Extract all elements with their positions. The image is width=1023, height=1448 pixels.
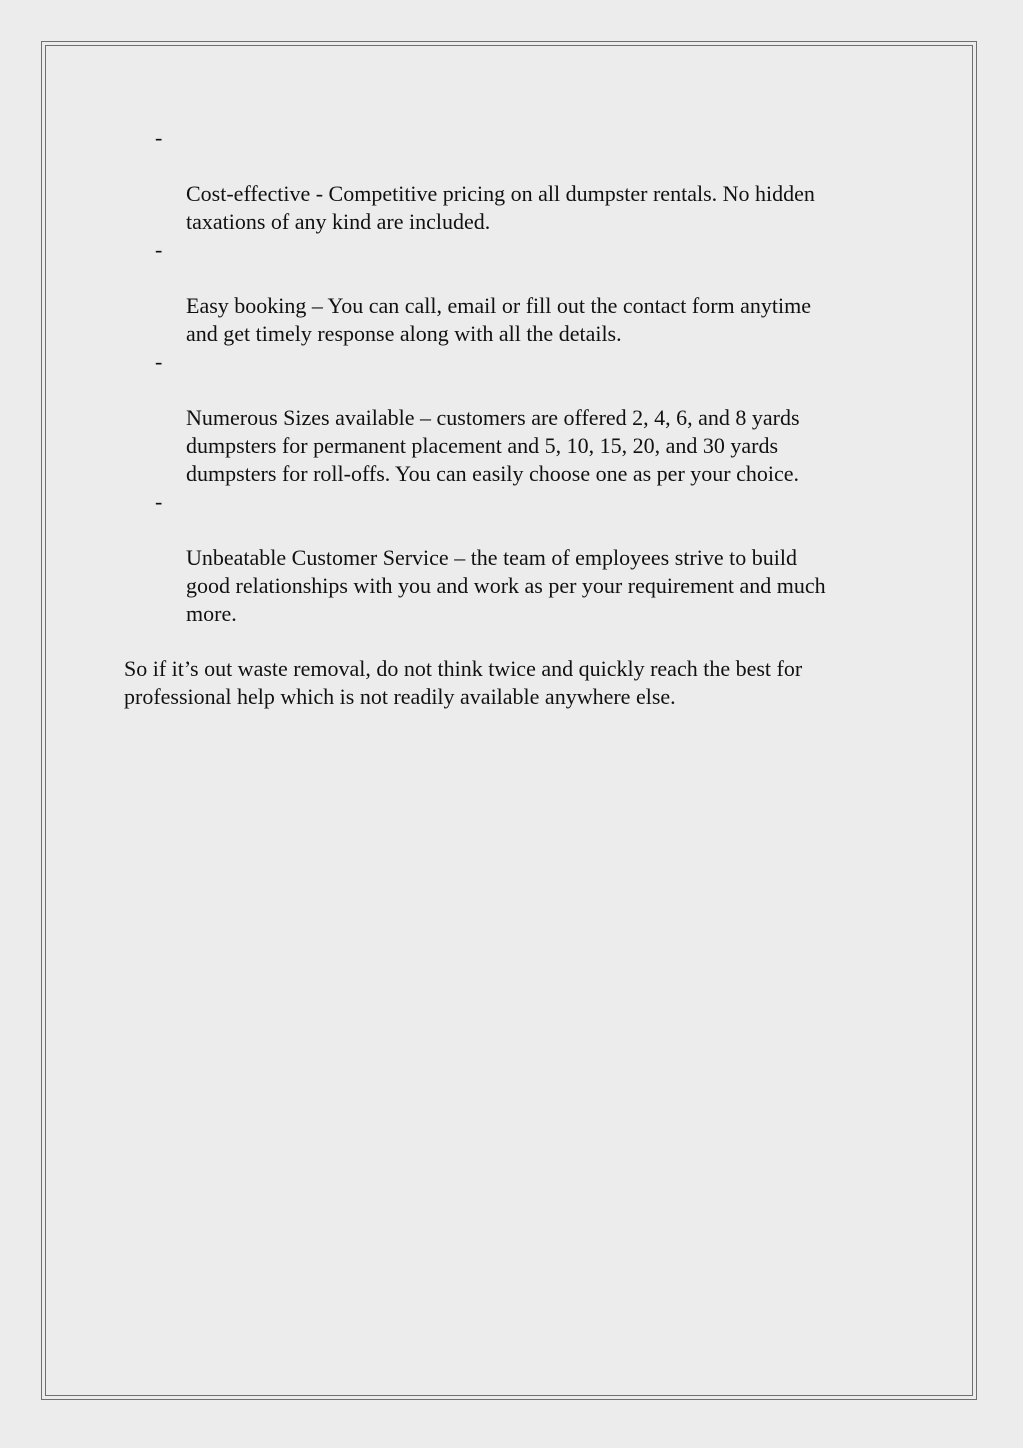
list-item-text: Easy booking – You can call, email or fill out the contact form anytime and get timely response along with all the details. bbox=[186, 293, 812, 346]
document-content bbox=[124, 124, 904, 733]
list-item bbox=[124, 488, 904, 628]
benefits-list bbox=[124, 124, 904, 628]
list-item-text: Unbeatable Customer Service – the team of employees strive to build good relationships with you and work as per your requirement and much more. bbox=[186, 545, 826, 626]
dash-bullet-icon: - bbox=[155, 489, 163, 514]
page-border bbox=[41, 41, 977, 1400]
list-item bbox=[124, 124, 904, 236]
dash-bullet-icon: - bbox=[155, 237, 163, 262]
list-item bbox=[124, 348, 904, 488]
closing-paragraph: So if it’s out waste removal, do not think twice and quickly reach the best for professional help which is not readily available anywhere else. bbox=[124, 656, 803, 709]
dash-bullet-icon: - bbox=[155, 125, 163, 150]
list-item bbox=[124, 236, 904, 348]
list-item-text: Numerous Sizes available – customers are offered 2, 4, 6, and 8 yards dumpsters for permanent placement and 5, 10, 15, 20, and 30 yards dumpsters for roll-offs. You can easily choose one as per your choice. bbox=[186, 405, 800, 486]
dash-bullet-icon: - bbox=[155, 349, 163, 374]
list-item-text: Cost-effective - Competitive pricing on all dumpster rentals. No hidden taxations of any kind are included. bbox=[186, 181, 815, 234]
